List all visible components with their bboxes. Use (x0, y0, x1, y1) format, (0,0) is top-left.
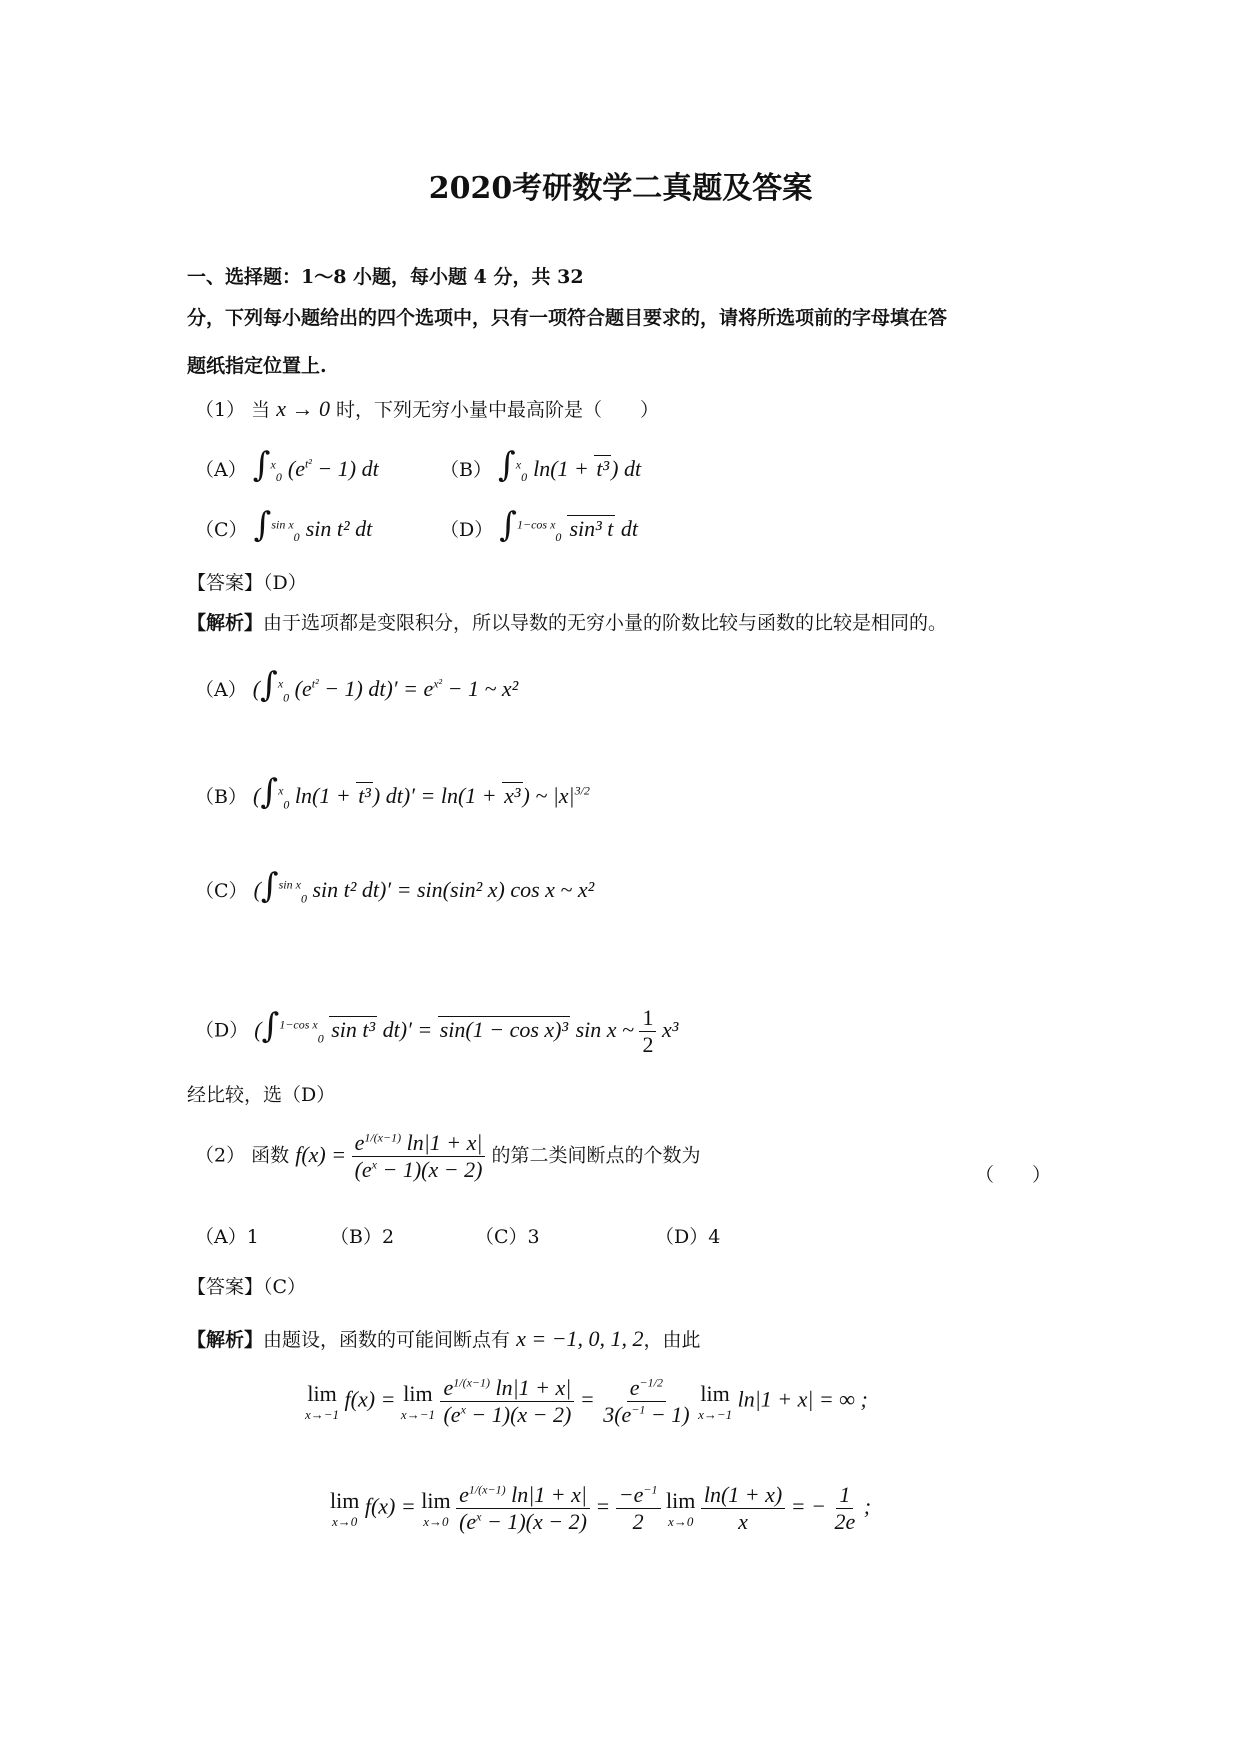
q2-limit-0: lim x→0 f(x) = lim x→0 $\frac{e^{1/(x-1)} \ln|1 + x|}{(e^x - 1)(x - 2)}$ = $\frac{-e^{-1}}{2}$ lim x→0 $\frac{\ln(1 + x)}{x}$ = − $\frac{1}{2e}$ ; (330, 1482, 872, 1534)
q2-answer: 【答案】（C） (187, 1276, 307, 1298)
q2-stem-post: 的第二类间断点的个数为 (491, 1144, 701, 1167)
q2-option-d: （D）4 (655, 1226, 721, 1248)
q1-option-c-label: （C） (195, 519, 248, 541)
q1-analysis-d-label: （D） (195, 1019, 249, 1042)
q1-option-a-expr: $(e^{t^2} - 1)$ dt (287, 456, 379, 481)
q1-analysis-b-expr: (∫$^x_0$ ln(1 + t³) dt)′ = ln(1 + x³) ~ $|x|^{3/2}$ (253, 772, 590, 812)
q1-conclusion: 经比较，选（D） (187, 1084, 336, 1106)
q1-option-a-label: （A） (195, 459, 247, 481)
q1-analysis-a-expr: (∫$^x_0$ $(e^{t^2} - 1) dt)' = e^{x^2} - 1$ ~ x² (252, 665, 519, 705)
page-title: 2020考研数学二真题及答案 (428, 171, 813, 206)
q2-option-a: （A）1 (195, 1226, 259, 1248)
q2-analysis-text: 由题设，函数的可能间断点有 (263, 1329, 511, 1351)
q1-analysis-a (195, 665, 518, 705)
q2-function-expr: f(x) = $\frac{e^{1/(x-1)} \ln|1 + x|}{(e^x - 1)(x - 2)}$ (295, 1142, 485, 1167)
q1-option-d-label: （D） (440, 519, 494, 541)
q1-option-c: （C） ∫$^{sin x}_0$ sin t² dt (195, 505, 373, 545)
q2-stem (195, 1130, 701, 1183)
q1-analysis-c-label: （C） (195, 880, 248, 902)
q2-option-c: （C）3 (475, 1226, 540, 1248)
q2-limit-minus1: lim x→−1 f(x) = lim x→−1 $\frac{e^{1/(x-1)} \ln|1 + x|}{(e^x - 1)(x - 2)}$ = $\frac{e^{-1/2}}{3(e^{-1} - 1)}$ lim x→−1 ln|1 + x| = ∞ ; (305, 1375, 868, 1427)
integral-sign-icon: ∫ (253, 505, 272, 545)
q2-option-b: （B）2 (330, 1226, 395, 1248)
q1-answer: 【答案】（D） (187, 572, 307, 594)
section-heading-line1: 一、选择题：1～8 小题，每小题 4 分，共 32 (187, 266, 584, 288)
q1-option-d-expr: sin³ t dt (569, 516, 638, 541)
integral-sign-icon: ∫ (252, 445, 271, 485)
q1-analysis-text: 由于选项都是变限积分，所以导数的无穷小量的阶数比较与函数的比较是相同的。 (263, 612, 948, 634)
q2-analysis (187, 1325, 701, 1352)
q1-analysis-d (195, 1005, 678, 1058)
q1-analysis-a-label: （A） (195, 679, 247, 701)
q1-analysis-b-label: （B） (195, 786, 247, 808)
q1-option-b-expr: ln(1 + t³) dt (533, 456, 642, 481)
q2-analysis-points: x = −1, 0, 1, 2 (516, 1326, 644, 1351)
section-heading-line2: 分，下列每小题给出的四个选项中，只有一项符合题目要求的，请将所选项前的字母填在答 (187, 307, 948, 329)
q2-analysis-tail: ，由此 (643, 1329, 701, 1351)
q1-option-a: （A） ∫$^x_0$ $(e^{t^2} - 1)$ dt (195, 445, 379, 485)
q1-stem-math: x → 0 (276, 396, 330, 421)
q2-number: （2） (195, 1144, 246, 1167)
section-heading-line3: 题纸指定位置上. (187, 355, 327, 377)
q1-analysis-c-expr: (∫$^{sin x}_0$ sin t² dt)′ = sin(sin² x) cos x ~ x² (253, 866, 595, 906)
q1-stem-post: 时，下列无穷小量中最高阶是（ ） (336, 399, 660, 421)
q1-analysis (187, 608, 947, 635)
q2-analysis-label: 【解析】 (187, 1329, 264, 1351)
integral-sign-icon: ∫ (499, 505, 517, 545)
q2-bracket: （ ） (975, 1164, 1052, 1186)
q2-stem-pre: 函数 (251, 1144, 290, 1167)
integral-sign-icon: ∫ (498, 445, 516, 485)
q1-analysis-label: 【解析】 (187, 612, 264, 634)
q1-number: （1） (195, 399, 246, 421)
q1-option-b-label: （B） (440, 459, 492, 481)
q1-stem (195, 395, 659, 422)
q1-stem-pre: 当 (251, 399, 271, 421)
q1-analysis-b (195, 772, 590, 812)
q1-analysis-c (195, 866, 594, 906)
q1-option-b: （B） ∫$^x_0$ ln(1 + t³) dt (440, 445, 642, 485)
q1-option-c-expr: sin t² dt (305, 516, 373, 541)
q1-analysis-d-expr: (∫$^{1-cos x}_0$ sin t³ dt)′ = sin(1 − cos x)³ sin x ~ $\frac{1}{2}$ x³ (254, 1005, 679, 1057)
q1-option-d: （D） ∫$^{1-cos x}_0$ sin³ t dt (440, 505, 638, 545)
